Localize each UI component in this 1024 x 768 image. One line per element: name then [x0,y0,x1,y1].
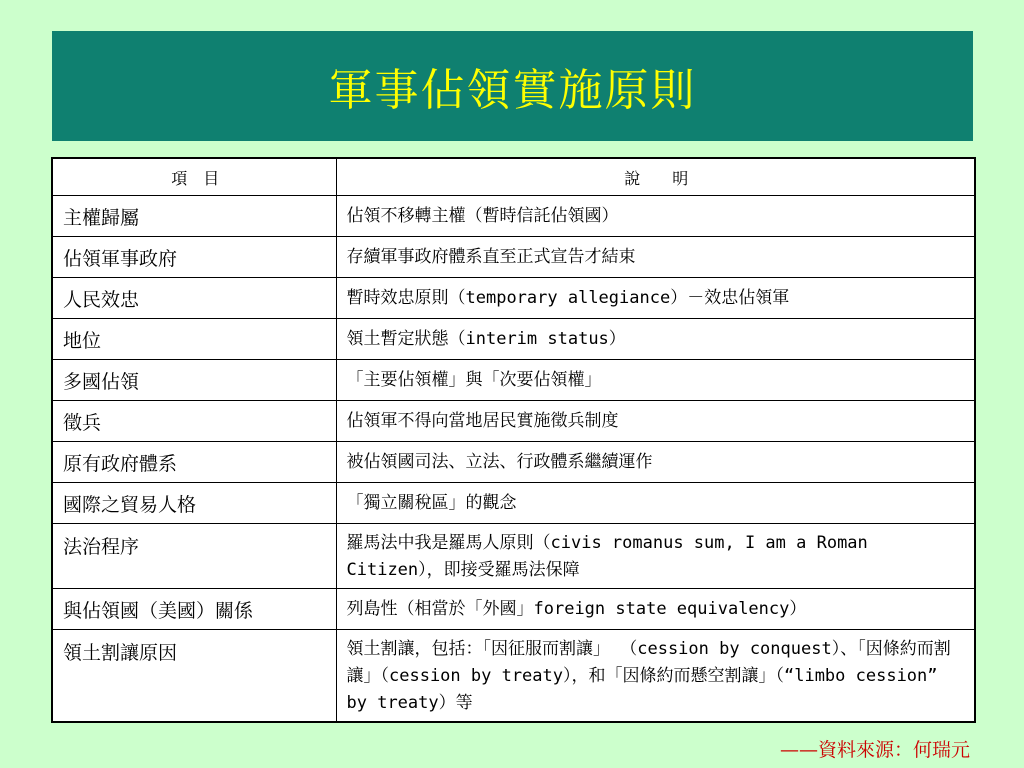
row-description: 佔領軍不得向當地居民實施徵兵制度 [336,401,975,442]
title-banner [52,31,973,141]
row-item: 多國佔領 [52,360,336,401]
row-item: 法治程序 [52,524,336,589]
header-description: 說 明 [336,158,975,196]
row-item: 領土割讓原因 [52,630,336,723]
row-description: 被佔領國司法、立法、行政體系繼續運作 [336,442,975,483]
table-row [52,589,975,630]
table-row [52,278,975,319]
row-description: 「獨立關稅區」的觀念 [336,483,975,524]
header-item: 項 目 [52,158,336,196]
row-description: 暫時效忠原則（temporary allegiance）－效忠佔領軍 [336,278,975,319]
page-title: 軍事佔領實施原則 [328,65,697,116]
table-row [52,483,975,524]
table-row [52,360,975,401]
row-item: 佔領軍事政府 [52,237,336,278]
row-description: 列島性（相當於「外國」foreign state equivalency） [336,589,975,630]
row-item: 國際之貿易人格 [52,483,336,524]
row-item: 原有政府體系 [52,442,336,483]
row-item: 與佔領國（美國）關係 [52,589,336,630]
row-description: 「主要佔領權」與「次要佔領權」 [336,360,975,401]
table-row [52,319,975,360]
source-citation: ——資料來源：何瑞元 [779,739,970,761]
row-item: 主權歸屬 [52,196,336,237]
principles-table [51,157,976,723]
row-description: 佔領不移轉主權（暫時信託佔領國） [336,196,975,237]
table-row [52,237,975,278]
table-row [52,401,975,442]
row-item: 地位 [52,319,336,360]
row-description: 領土割讓，包括：「因征服而割讓」 （cession by conquest）、「因條約而割讓」（cession by treaty），和「因條約而懸空割讓」（“limbo cession” by treaty）等 [336,630,975,723]
row-description: 領土暫定狀態（interim status） [336,319,975,360]
table-header-row [52,158,975,196]
row-item: 人民效忠 [52,278,336,319]
table-row [52,524,975,589]
row-description: 羅馬法中我是羅馬人原則（civis romanus sum, I am a Roman Citizen），即接受羅馬法保障 [336,524,975,589]
row-item: 徵兵 [52,401,336,442]
table-row [52,442,975,483]
table-row [52,630,975,723]
row-description: 存續軍事政府體系直至正式宣告才結束 [336,237,975,278]
table-row [52,196,975,237]
